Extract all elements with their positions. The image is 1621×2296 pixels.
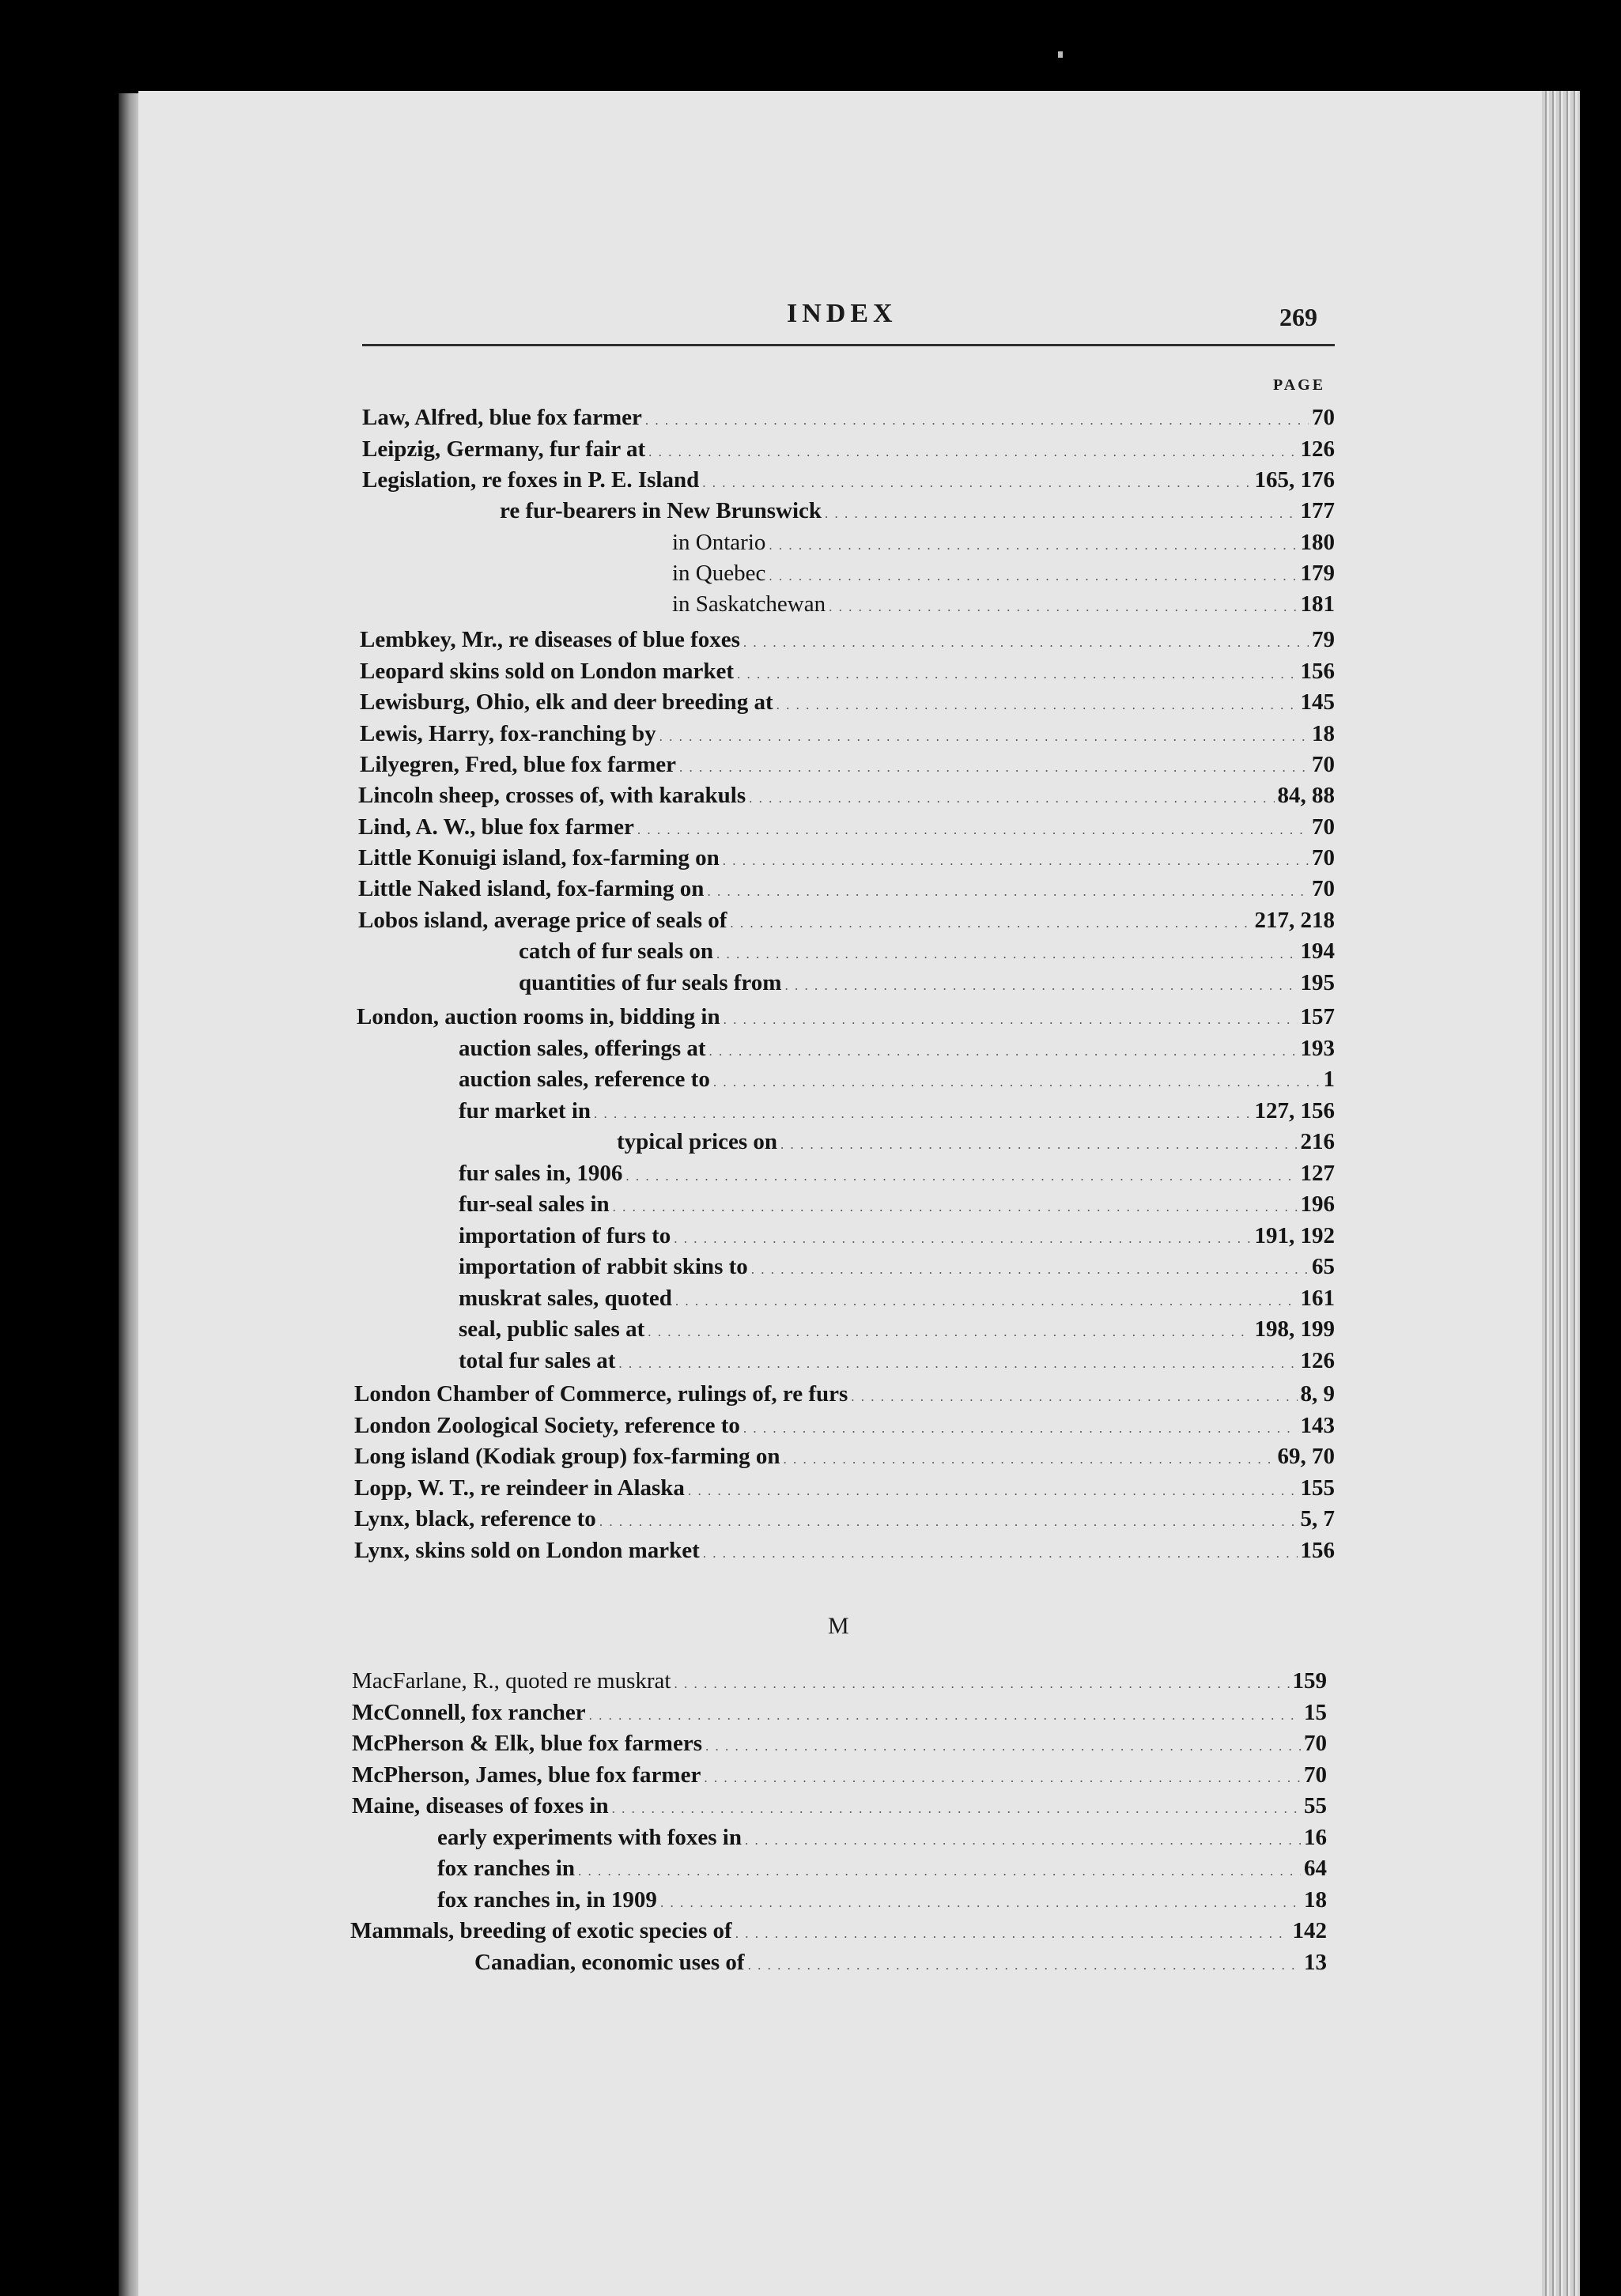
- index-subentry: in Saskatchewan . . . 181: [672, 591, 1335, 623]
- index-subentry: fox ranches in, in 1909 . . . 18: [437, 1887, 1327, 1919]
- page-number: 269: [1279, 303, 1317, 331]
- index-entry: London Zoological Society, reference to . . . 143: [354, 1413, 1335, 1444]
- index-entry: London, auction rooms in, bidding in . . . 157: [357, 1004, 1335, 1036]
- book-left-edge: [119, 93, 141, 2296]
- running-header-title: INDEX: [787, 299, 897, 328]
- index-subentry: fur sales in, 1906 . . . 127: [459, 1161, 1335, 1192]
- index-entry: MacFarlane, R., quoted re muskrat . . . 159: [352, 1668, 1327, 1700]
- index-entry: Little Konuigi island, fox-farming on . . . 70: [358, 845, 1335, 877]
- index-subentry: in Quebec . . . 179: [672, 561, 1335, 592]
- index-entry: Maine, diseases of foxes in . . . 55: [352, 1793, 1327, 1825]
- index-subentry: total fur sales at . . . 126: [459, 1348, 1335, 1380]
- index-subentry: seal, public sales at . . . 198, 199: [459, 1316, 1335, 1348]
- section-letter: M: [828, 1613, 849, 1639]
- index-entry: Lembkey, Mr., re diseases of blue foxes . . . 79: [360, 627, 1335, 659]
- index-entry: Lewisburg, Ohio, elk and deer breeding at . . . 145: [360, 689, 1335, 721]
- index-subentry: fur-seal sales in . . . 196: [459, 1191, 1335, 1223]
- scan-speck: [1058, 51, 1063, 58]
- index-entry: Mammals, breeding of exotic species of . . . 142: [350, 1918, 1327, 1950]
- index-subentry: typical prices on . . . 216: [617, 1129, 1335, 1161]
- index-subentry: auction sales, offerings at . . . 193: [459, 1036, 1335, 1067]
- index-subentry: muskrat sales, quoted . . . 161: [459, 1286, 1335, 1317]
- index-subentry: quantities of fur seals from . . . 195: [519, 970, 1335, 1002]
- index-subentry: importation of rabbit skins to . . . 65: [459, 1254, 1335, 1286]
- header-rule: [362, 344, 1335, 346]
- index-entry: Leipzig, Germany, fur fair at . . . 126: [362, 436, 1335, 468]
- index-entry: Lind, A. W., blue fox farmer . . . 70: [358, 814, 1335, 846]
- index-entry: Little Naked island, fox-farming on . . . 70: [358, 876, 1335, 908]
- index-subentry: Canadian, economic uses of . . . 13: [474, 1950, 1327, 1981]
- index-subentry: re fur-bearers in New Brunswick . . . 177: [500, 498, 1335, 530]
- index-entry: Lynx, black, reference to . . . 5, 7: [354, 1506, 1335, 1538]
- index-subentry: fur market in . . . 127, 156: [459, 1098, 1335, 1130]
- index-entry: Legislation, re foxes in P. E. Island . . . 165, 176: [362, 467, 1335, 499]
- index-entry: Lobos island, average price of seals of . . . 217, 218: [358, 908, 1335, 939]
- book-right-edge: [1542, 91, 1580, 2296]
- index-subentry: auction sales, reference to . . . 1: [459, 1067, 1335, 1098]
- index-subentry: catch of fur seals on . . . 194: [519, 938, 1335, 970]
- index-entry: McPherson & Elk, blue fox farmers . . . 70: [352, 1731, 1327, 1762]
- index-entry: Lopp, W. T., re reindeer in Alaska . . . 155: [354, 1475, 1335, 1507]
- index-entry: Leopard skins sold on London market . . . 156: [360, 659, 1335, 690]
- index-entry: McConnell, fox rancher . . . 15: [352, 1700, 1327, 1731]
- index-entry: Lilyegren, Fred, blue fox farmer . . . 70: [360, 752, 1335, 784]
- index-entry: London Chamber of Commerce, rulings of, re furs . . . 8, 9: [354, 1381, 1335, 1413]
- page-column-label: PAGE: [1273, 376, 1326, 394]
- index-entry: Lewis, Harry, fox-ranching by . . . 18: [360, 721, 1335, 753]
- index-entry: Law, Alfred, blue fox farmer . . . 70: [362, 405, 1335, 436]
- index-subentry: in Ontario . . . 180: [672, 530, 1335, 561]
- index-subentry: early experiments with foxes in . . . 16: [437, 1825, 1327, 1856]
- index-subentry: importation of furs to . . . 191, 192: [459, 1223, 1335, 1255]
- index-subentry: fox ranches in . . . 64: [437, 1856, 1327, 1887]
- index-entry: Long island (Kodiak group) fox-farming on . . . 69, 70: [354, 1444, 1335, 1475]
- index-entry: McPherson, James, blue fox farmer . . . 70: [352, 1762, 1327, 1794]
- index-entry: Lincoln sheep, crosses of, with karakuls . . . 84, 88: [358, 783, 1335, 814]
- index-entry: Lynx, skins sold on London market . . . 156: [354, 1538, 1335, 1569]
